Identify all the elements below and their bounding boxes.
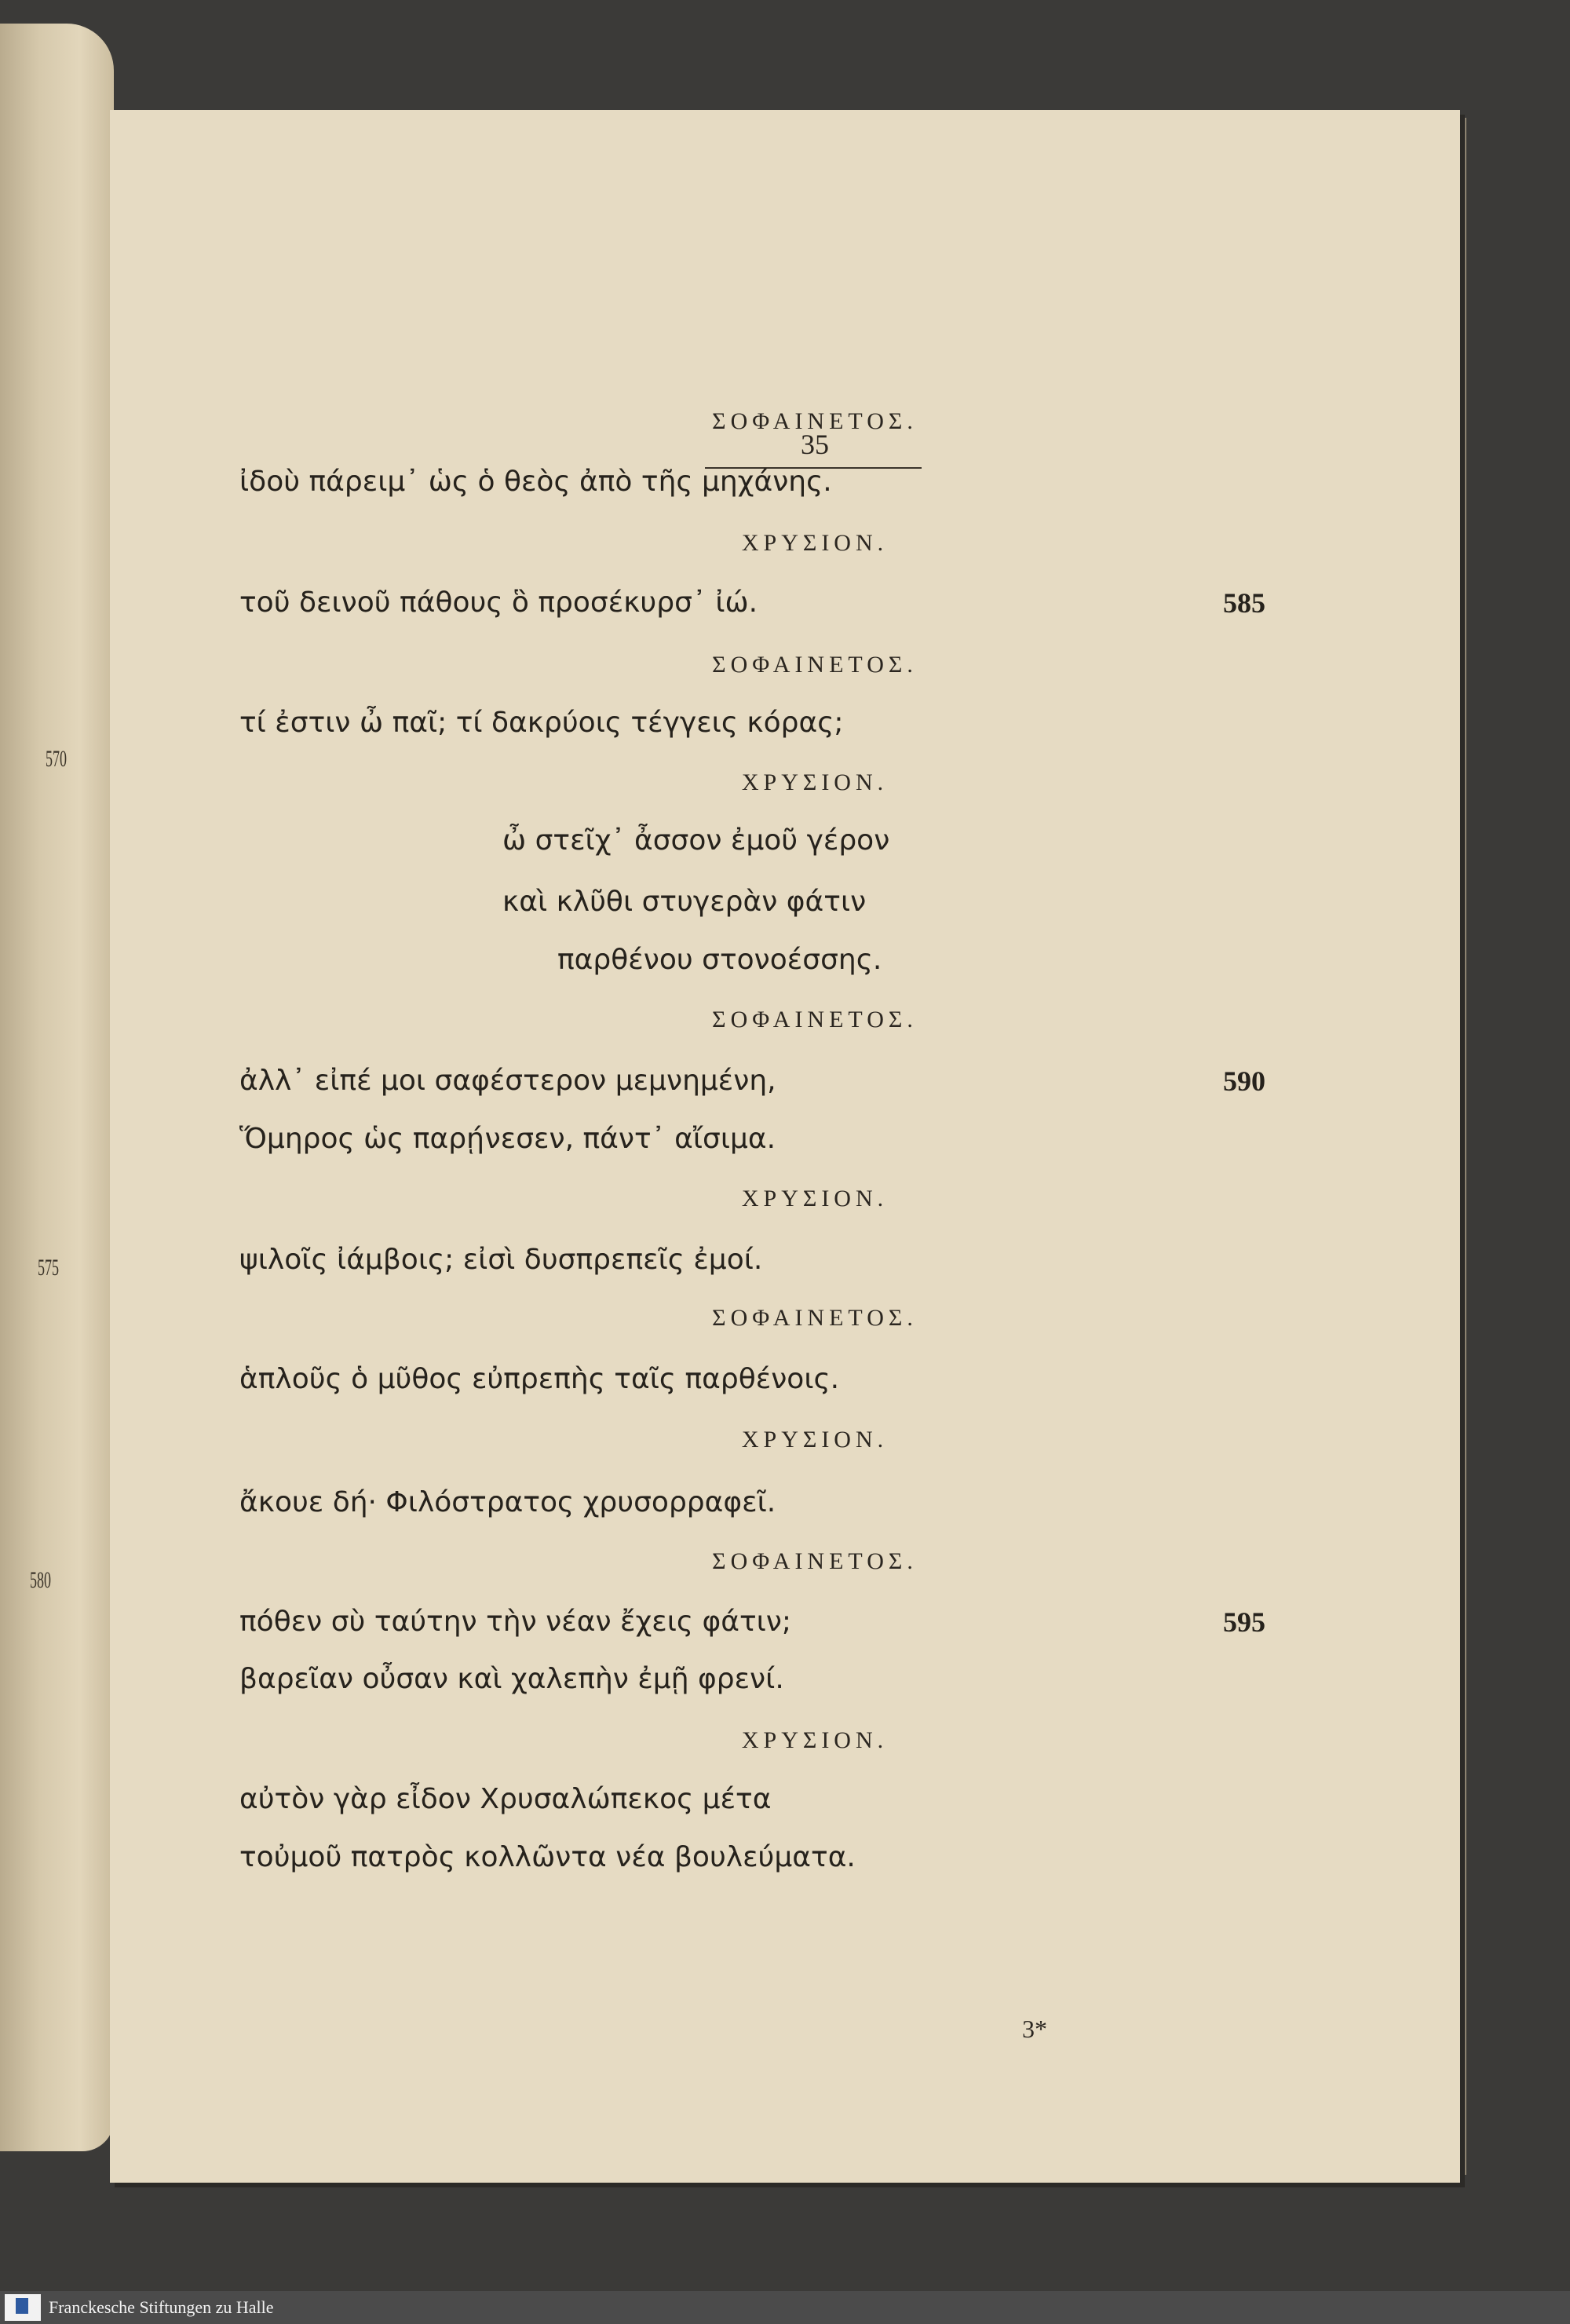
line-number: 595 [1223,1606,1265,1638]
line-number: 590 [1223,1065,1265,1097]
verse-line: τί ἐστιν ὦ παῖ; τί δακρύοις τέγγεις κόρας; [239,707,844,739]
speaker-name: ΧΡΥΣΙΟΝ. [741,530,889,556]
page-number: 35 [801,429,829,460]
verse-line: ἰδοὺ πάρειμ᾽ ὡς ὁ θεὸς ἀπὸ τῆς μηχάνης. [239,466,832,498]
verse-line: παρθένου στονοέσσης. [557,944,882,976]
speaker-name: ΣΟΦΑΙΝΕΤΟΣ. [712,1305,918,1331]
verse-line: τοὐμοῦ πατρὸς κολλῶντα νέα βουλεύματα. [239,1841,856,1873]
verse-line: ἀλλ᾽ εἰπέ μοι σαφέστερον μεμνημένη, [239,1065,776,1097]
speaker-name: ΧΡΥΣΙΟΝ. [741,1186,889,1211]
verse-line: αὐτὸν γὰρ εἶδον Χρυσαλώπεκος μέτα [239,1783,772,1815]
speaker-name: ΣΟΦΑΙΝΕΤΟΣ. [712,652,918,678]
footer-credit: Franckesche Stiftungen zu Halle [49,2297,274,2317]
verse-line: Ὅμηρος ὡς παρῄνεσεν, πάντ᾽ αἴσιμα. [239,1123,776,1155]
line-number: 585 [1223,587,1265,619]
verse-line: βαρεῖαν οὖσαν καὶ χαλεπὴν ἐμῇ φρενί. [239,1663,784,1695]
speaker-name: ΧΡΥΣΙΟΝ. [741,1427,889,1452]
speaker-name: ΧΡΥΣΙΟΝ. [741,769,889,795]
institution-logo-icon [5,2294,41,2321]
verse-line: ψιλοῖς ἰάμβοις; εἰσὶ δυσπρεπεῖς ἐμοί. [239,1244,763,1276]
book-page [110,110,1460,2183]
speaker-name: ΣΟΦΑΙΝΕΤΟΣ. [712,1007,918,1032]
verse-line: ἄκουε δή· Φιλόστρατος χρυσορραφεῖ. [239,1486,776,1518]
signature-mark: 3* [1022,2015,1047,2043]
speaker-name: ΣΟΦΑΙΝΕΤΟΣ. [712,408,918,434]
verse-line: καὶ κλῦθι στυγερὰν φάτιν [502,886,867,918]
speaker-name: ΧΡΥΣΙΟΝ. [741,1727,889,1753]
verse-line: ὦ στεῖχ᾽ ἆσσον ἐμοῦ γέρον [502,824,890,857]
footer-bar [0,2291,1570,2324]
margin-line-number: 570 [46,746,67,772]
verse-line: τοῦ δεινοῦ πάθους ὃ προσέκυρσ᾽ ἰώ. [239,586,758,619]
margin-line-number: 580 [30,1567,51,1593]
margin-line-number: 575 [38,1255,59,1281]
speaker-name: ΣΟΦΑΙΝΕΤΟΣ. [712,1548,918,1574]
left-page-edge [0,24,114,2151]
verse-line: ἁπλοῦς ὁ μῦθος εὐπρεπὴς ταῖς παρθένοις. [239,1363,840,1395]
verse-line: πόθεν σὺ ταύτην τὴν νέαν ἔχεις φάτιν; [239,1606,792,1638]
